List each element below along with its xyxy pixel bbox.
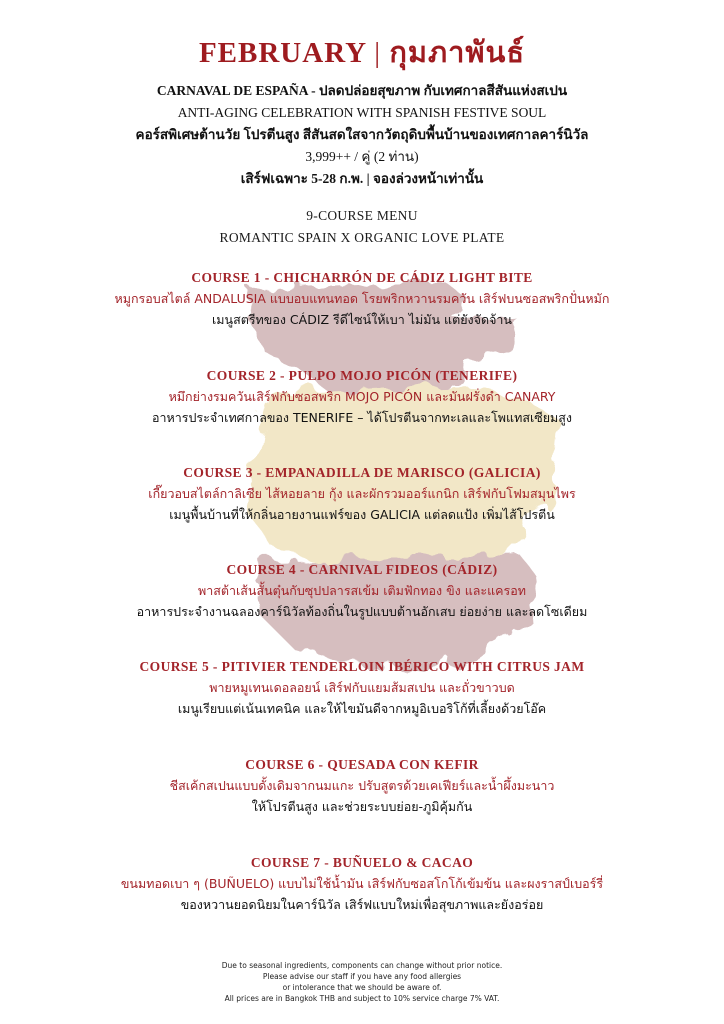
promo-subtitle: ANTI-AGING CELEBRATION WITH SPANISH FESTIVE SOUL bbox=[177, 105, 547, 120]
course-description: หมูกรอบสไตล์ ANDALUSIA แบบอบแทนทอด โรยพริกหวานรมควัน เสิร์ฟบนซอสพริกปั่นหมัก bbox=[114, 291, 610, 306]
course-7 bbox=[0, 853, 724, 915]
course-description: พาสต้าเส้นสั้นตุ๋นกับซุปปลารสเข้ม เติมฟักทอง ขิง และแครอท bbox=[197, 583, 527, 598]
course-note: ของหวานยอดนิยมในคาร์นิวัล เสิร์ฟแบบใหม่เพื่อสุขภาพและยังอร่อย bbox=[180, 897, 544, 912]
promo-availability: เสิร์ฟเฉพาะ 5-28 ก.พ. | จองล่วงหน้าเท่านั้น bbox=[240, 171, 484, 186]
course-note: เมนูสตรีทของ CÁDIZ รีดีไซน์ให้เบา ไม่มัน แต่ยังจัดจ้าน bbox=[212, 312, 512, 327]
title-separator: | bbox=[374, 37, 382, 69]
course-description: ขนมทอดเบา ๆ (BUÑUELO) แบบไม่ใช้น้ำมัน เสิร์ฟกับซอสโกโก้เข้มข้น และผงราสป์เบอร์รี่ bbox=[120, 876, 604, 891]
disclaimer-line: All prices are in Bangkok THB and subject to 10% service charge 7% VAT. bbox=[224, 994, 500, 1003]
month-english: FEBRUARY bbox=[198, 37, 366, 69]
disclaimer-line: Please advise our staff if you have any food allergies bbox=[262, 972, 462, 981]
course-title: COURSE 5 - PITIVIER TENDERLOIN IBÉRICO WITH CITRUS JAM bbox=[139, 659, 585, 674]
course-title: COURSE 7 - BUÑUELO & CACAO bbox=[250, 855, 474, 870]
course-note: เมนูเรียบแต่เน้นเทคนิค และให้ไขมันดีจากหมูอิเบอริโก้ที่เลี้ยงด้วยโอ๊ค bbox=[177, 701, 547, 716]
course-2 bbox=[0, 366, 724, 428]
menu-theme: ROMANTIC SPAIN X ORGANIC LOVE PLATE bbox=[219, 230, 505, 245]
promo-description: คอร์สพิเศษต้านวัย โปรตีนสูง สีสันสดใสจากวัตถุดิบพื้นบ้านของเทศกาลคาร์นิวัล bbox=[135, 127, 589, 142]
disclaimer-line: Due to seasonal ingredients, components can change without prior notice. bbox=[221, 961, 503, 970]
course-1 bbox=[0, 268, 724, 330]
month-thai: กุมภาพันธ์ bbox=[389, 37, 526, 69]
course-5 bbox=[0, 657, 724, 719]
promo-block bbox=[0, 80, 724, 190]
promo-title: CARNAVAL DE ESPAÑA - ปลดปล่อยสุขภาพ กับเทศกาลสีสันแห่งสเปน bbox=[156, 83, 568, 98]
course-title: COURSE 6 - QUESADA CON KEFIR bbox=[245, 757, 479, 772]
course-description: ชีสเค้กสเปนแบบดั้งเดิมจากนมแกะ ปรับสูตรด้วยเคเฟียร์และน้ำผึ้งมะนาว bbox=[169, 778, 555, 793]
course-3 bbox=[0, 463, 724, 525]
course-title: COURSE 3 - EMPANADILLA DE MARISCO (GALICIA) bbox=[183, 465, 541, 480]
course-note: เมนูพื้นบ้านที่ให้กลิ่นอายงานแฟร์ของ GALICIA แต่ลดแป้ง เพิ่มไส้โปรตีน bbox=[169, 507, 555, 522]
page-title bbox=[0, 36, 724, 70]
disclaimer-line: or intolerance that we should be aware of. bbox=[282, 983, 442, 992]
promo-price: 3,999++ / คู่ (2 ท่าน) bbox=[305, 149, 419, 164]
course-note: ให้โปรตีนสูง และช่วยระบบย่อย-ภูมิคุ้มกัน bbox=[251, 799, 473, 814]
menu-header bbox=[0, 205, 724, 249]
course-description: เกี๊ยวอบสไตล์กาลิเซีย ไส้หอยลาย กุ้ง และผักรวมออร์แกนิก เสิร์ฟกับโฟมสมุนไพร bbox=[148, 486, 576, 501]
course-note: อาหารประจำงานฉลองคาร์นิวัลท้องถิ่นในรูปแบบต้านอักเสบ ย่อยง่าย และลดโซเดียม bbox=[136, 604, 588, 619]
disclaimer-footer bbox=[0, 960, 724, 1004]
course-note: อาหารประจำเทศกาลของ TENERIFE – ได้โปรตีนจากทะเลและโพแทสเซียมสูง bbox=[151, 410, 573, 425]
course-description: พายหมูเทนเดอลอยน์ เสิร์ฟกับแยมส้มสเปน และถั่วขาวบด bbox=[209, 680, 515, 695]
course-4 bbox=[0, 560, 724, 622]
course-title: COURSE 2 - PULPO MOJO PICÓN (TENERIFE) bbox=[206, 368, 518, 383]
course-title: COURSE 4 - CARNIVAL FIDEOS (CÁDIZ) bbox=[226, 562, 498, 577]
course-description: หมึกย่างรมควันเสิร์ฟกับซอสพริก MOJO PICÓN และมันฝรั่งดำ CANARY bbox=[168, 389, 556, 404]
course-6 bbox=[0, 755, 724, 817]
course-title: COURSE 1 - CHICHARRÓN DE CÁDIZ LIGHT BITE bbox=[191, 270, 533, 285]
menu-course-count: 9-COURSE MENU bbox=[306, 208, 418, 223]
